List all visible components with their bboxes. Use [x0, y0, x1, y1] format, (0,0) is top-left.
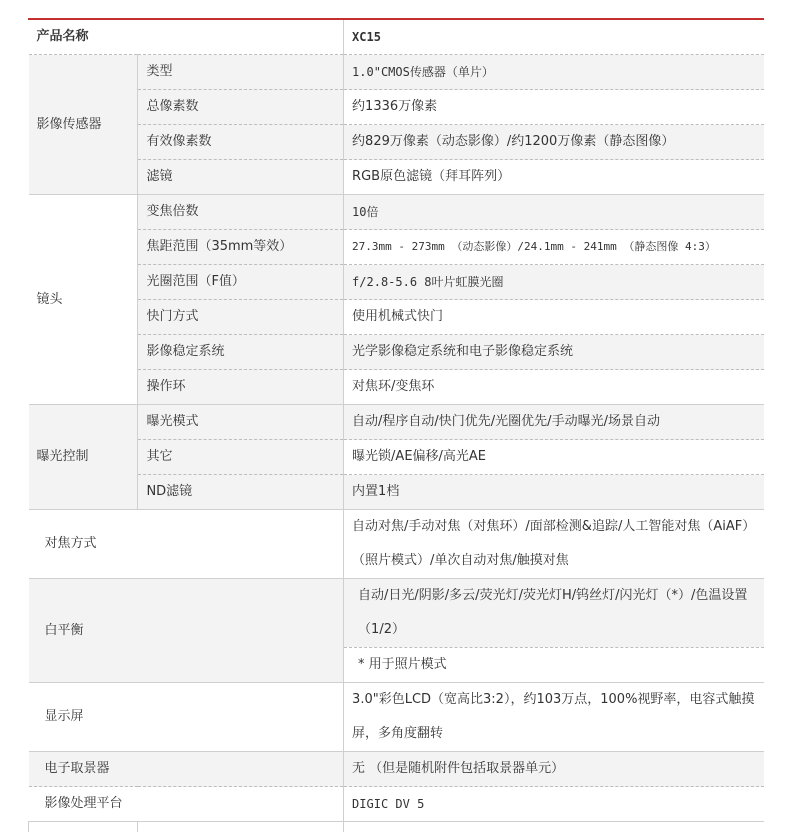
table-row	[29, 230, 765, 265]
table-row	[29, 475, 765, 510]
evf-value: 无 （但是随机附件包括取景器单元）	[344, 752, 764, 787]
table-row	[29, 265, 765, 300]
table-row	[29, 787, 765, 822]
row-value: 1.0"CMOS传感器（单片）	[344, 55, 764, 90]
table-row	[29, 579, 765, 683]
table-row	[29, 440, 765, 475]
row-value: RGB原色滤镜（拜耳阵列）	[344, 160, 764, 195]
row-value: 曝光锁/AE偏移/高光AE	[344, 440, 764, 475]
row-value: 27.3mm - 273mm （动态影像）/24.1mm - 241mm （静态图像 4:3）	[344, 230, 764, 265]
focus-label: 对焦方式	[29, 510, 344, 579]
table-header-row	[29, 20, 765, 55]
processor-label: 影像处理平台	[29, 787, 344, 822]
row-value: 10倍	[344, 195, 764, 230]
row-value: 自动/程序自动/快门优先/光圈优先/手动曝光/场景自动	[344, 405, 764, 440]
row-label: 类型	[138, 55, 344, 90]
row-label: ND滤镜	[138, 475, 344, 510]
row-label: 滤镜	[138, 160, 344, 195]
white-balance-line1: 自动/日光/阴影/多云/荧光灯/荧光灯H/钨丝灯/闪光灯（*）/色温设置	[358, 588, 748, 603]
group-label-exposure: 曝光控制	[29, 405, 138, 510]
processor-value: DIGIC DV 5	[344, 787, 764, 822]
row-label: 光圈范围（F值）	[138, 265, 344, 300]
row-label: 变焦倍数	[138, 195, 344, 230]
row-label: 影像稳定系统	[138, 335, 344, 370]
table-row	[29, 405, 765, 440]
row-label: 焦距范围（35mm等效）	[138, 230, 344, 265]
table-row	[29, 300, 765, 335]
table-row	[29, 55, 765, 90]
header-value: XC15	[344, 20, 764, 55]
table-row	[29, 335, 765, 370]
display-value-line2: 屏，多角度翻转	[352, 726, 444, 741]
table-row	[29, 370, 765, 405]
row-value: 使用机械式快门	[344, 300, 764, 335]
display-value-line1: 3.0"彩色LCD（宽高比3:2），约103万点，100%视野率，电容式触摸	[352, 692, 755, 707]
display-label: 显示屏	[29, 683, 344, 752]
group-label-lens: 镜头	[29, 195, 138, 405]
row-value: 约1336万像素	[344, 90, 764, 125]
row-value: 光学影像稳定系统和电子影像稳定系统	[344, 335, 764, 370]
white-balance-label: 白平衡	[29, 579, 344, 683]
white-balance-value	[344, 579, 764, 683]
white-balance-note: * 用于照片模式	[344, 647, 764, 682]
table-row	[29, 90, 765, 125]
row-label: 其它	[138, 440, 344, 475]
table-row	[29, 752, 765, 787]
partial-cell	[138, 822, 344, 832]
header-label: 产品名称	[29, 20, 344, 55]
row-value: f/2.8-5.6 8叶片虹膜光圈	[344, 265, 764, 300]
partial-cell	[344, 822, 764, 832]
row-label: 快门方式	[138, 300, 344, 335]
row-label: 有效像素数	[138, 125, 344, 160]
focus-value-line1: 自动对焦/手动对焦（对焦环）/面部检测&追踪/人工智能对焦（AiAF）	[352, 519, 756, 534]
table-row	[29, 683, 765, 752]
focus-value-line2: （照片模式）/单次自动对焦/触摸对焦	[352, 553, 569, 568]
row-value: 约829万像素（动态影像）/约1200万像素（静态图像）	[344, 125, 764, 160]
spec-table	[28, 20, 764, 832]
group-label-sensor: 影像传感器	[29, 55, 138, 195]
table-row	[29, 195, 765, 230]
focus-value	[344, 510, 764, 579]
row-value: 对焦环/变焦环	[344, 370, 764, 405]
row-label: 操作环	[138, 370, 344, 405]
evf-label: 电子取景器	[29, 752, 344, 787]
table-row-partial	[29, 822, 765, 832]
display-value	[344, 683, 764, 752]
table-row	[29, 125, 765, 160]
row-value: 内置1档	[344, 475, 764, 510]
white-balance-line2: （1/2）	[358, 622, 405, 637]
row-label: 总像素数	[138, 90, 344, 125]
row-label: 曝光模式	[138, 405, 344, 440]
table-row	[29, 160, 765, 195]
partial-cell	[29, 822, 138, 832]
table-row	[29, 510, 765, 579]
